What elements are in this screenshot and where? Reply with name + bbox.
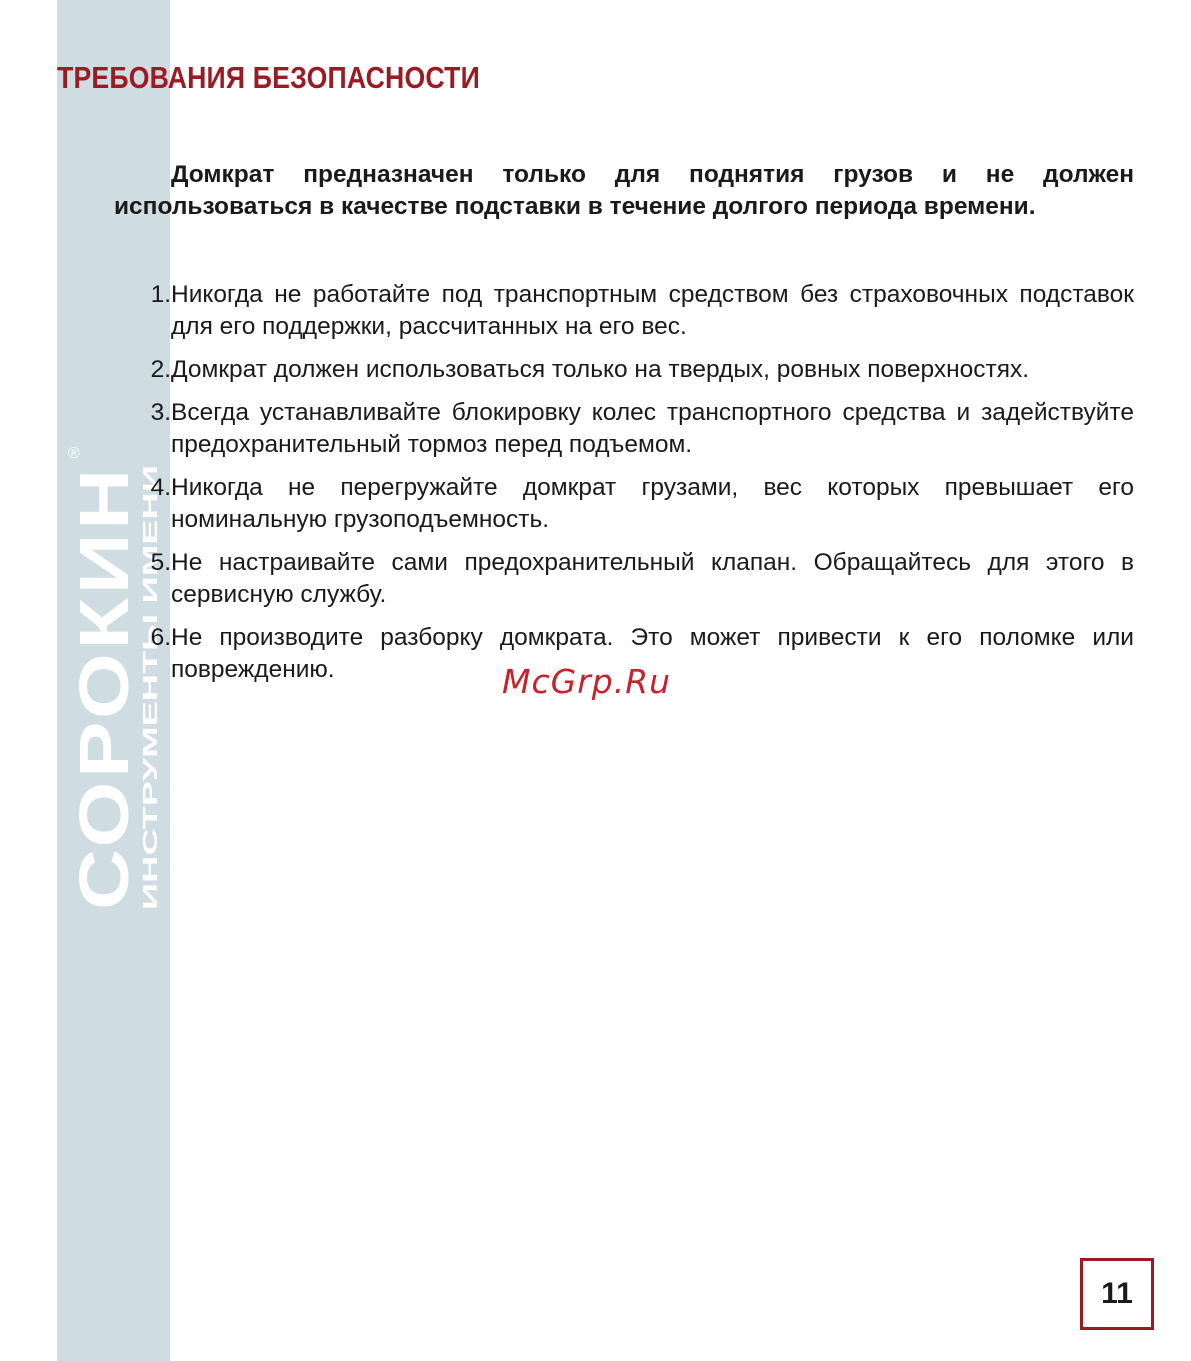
list-item-text: Домкрат должен использоваться только на твердых, ровных поверхностях. [171, 356, 1030, 383]
list-item [130, 279, 1134, 343]
list-item [130, 397, 1134, 461]
list-item-number: 4. [150, 474, 171, 501]
page-number: 11 [1080, 1258, 1154, 1330]
list-item-number: 6. [150, 624, 171, 651]
watermark: McGrp.Ru [502, 662, 672, 701]
list-item [130, 547, 1134, 611]
list-item-number: 2. [150, 356, 171, 383]
list-item-number: 5. [150, 549, 171, 576]
list-item-text: Никогда не перегружайте домкрат грузами, вес которых превышает его номинальную грузоподъемность. [171, 474, 1134, 533]
list-item [130, 472, 1134, 536]
list-item-text: Не настраивайте сами предохранительный клапан. Обращайтесь для этого в сервисную службу. [171, 549, 1134, 608]
list-item [130, 354, 1134, 386]
list-item-text: Не производите разборку домкрата. Это может привести к его поломке или повреждению. [171, 624, 1134, 683]
brand-tagline: ИНСТРУМЕНТЫ ИМЕНИ [140, 674, 162, 910]
brand-name: СОРОКИН [65, 541, 143, 910]
list-item-number: 3. [150, 399, 171, 426]
list-item-text: Никогда не работайте под транспортным средством без страховочных подставок для его поддержки, рассчитанных на его вес. [171, 281, 1134, 340]
safety-rules-list [130, 279, 1134, 697]
intro-paragraph: Домкрат предназначен только для поднятия грузов и не должен использоваться в качестве подставки в течение долгого периода времени. [114, 161, 1134, 220]
registered-mark: ® [68, 445, 80, 462]
list-item-text: Всегда устанавливайте блокировку колес транспортного средства и задействуйте предохранительный тормоз перед подъемом. [171, 399, 1134, 458]
list-item-number: 1. [150, 281, 171, 308]
page-title: ТРЕБОВАНИЯ БЕЗОПАСНОСТИ [57, 60, 480, 95]
